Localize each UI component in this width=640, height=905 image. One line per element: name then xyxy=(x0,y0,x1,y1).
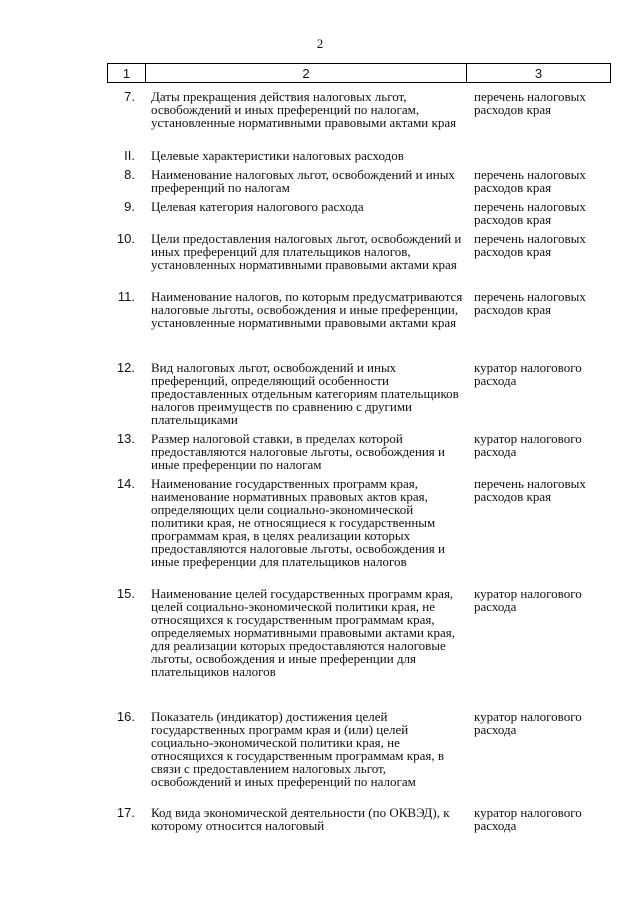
column-header-2: 2 xyxy=(146,64,467,82)
row-description: Наименование налогов, по которым предусматриваются налоговые льготы, освобождения и иные преференции, установленные нормативными правовыми актами края xyxy=(151,289,463,330)
row-description: Наименование государственных программ края, наименование нормативных правовых актов края, определяющих цели социально-экономической политики края, не относящиеся к государственным программам края, в целях реализации которых предоставляются налоговые льготы, освобождения и иные преференции для плательщиков налогов xyxy=(151,476,445,569)
row-description: Цели предоставления налоговых льгот, освобождений и иных преференций для плательщиков налогов, установленных нормативными правовыми актами края xyxy=(151,231,462,272)
row-source: перечень налоговых расходов края xyxy=(474,199,586,227)
row-description: Целевая категория налогового расхода xyxy=(151,199,364,214)
row-number: 14. xyxy=(116,476,135,491)
row-source: перечень налоговых расходов края xyxy=(474,289,586,317)
row-source: перечень налоговых расходов края xyxy=(474,231,586,259)
row-number: 15. xyxy=(116,586,135,601)
row-number: 16. xyxy=(116,709,135,724)
row-source: перечень налоговых расходов края xyxy=(474,476,586,504)
row-source: куратор налогового расхода xyxy=(474,431,582,459)
row-source: куратор налогового расхода xyxy=(474,586,582,614)
row-description: Целевые характеристики налоговых расходов xyxy=(151,148,404,163)
table-header-row xyxy=(107,63,611,83)
row-description: Наименование целей государственных программ края, целей социально-экономической политики края, не относящихся к государственным программам края, определяемых нормативными правовыми актами края, для реализации которых предоставляются налоговые льготы, освобождения и иные преференции для плательщиков налогов xyxy=(151,586,455,679)
row-description: Код вида экономической деятельности (по ОКВЭД), к которому относится налоговый xyxy=(151,805,450,833)
row-source: куратор налогового расхода xyxy=(474,805,582,833)
column-header-1: 1 xyxy=(108,64,146,82)
row-number: 9. xyxy=(124,199,135,214)
row-source: перечень налоговых расходов края xyxy=(474,167,586,195)
row-description: Показатель (индикатор) достижения целей государственных программ края и (или) целей социально-экономической политики края, не относящихся к государственным программам края, в связи с предоставлением налоговых льгот, освобождений и иных преференций по налогам xyxy=(151,709,444,789)
row-source: перечень налоговых расходов края xyxy=(474,89,586,117)
row-description: Размер налоговой ставки, в пределах которой предоставляются налоговые льготы, освобождения и иные преференции по налогам xyxy=(151,431,445,472)
row-number: 12. xyxy=(116,360,135,375)
row-number: 8. xyxy=(124,167,135,182)
row-number: II. xyxy=(124,148,135,163)
page-number: 2 xyxy=(316,36,324,51)
row-description: Наименование налоговых льгот, освобождений и иных преференций по налогам xyxy=(151,167,455,195)
row-number: 11. xyxy=(117,289,135,304)
row-description: Даты прекращения действия налоговых льгот, освобождений и иных преференций по налогам, установленные нормативными правовыми актами края xyxy=(151,89,457,130)
row-number: 10. xyxy=(116,231,135,246)
row-number: 7. xyxy=(124,89,135,104)
row-description: Вид налоговых льгот, освобождений и иных преференций, определяющий особенности предоставленных отдельным категориям плательщиков налогов преимуществ по сравнению с другими плательщиками xyxy=(151,360,459,427)
row-source: куратор налогового расхода xyxy=(474,360,582,388)
row-source: куратор налогового расхода xyxy=(474,709,582,737)
row-number: 17. xyxy=(116,805,135,820)
row-number: 13. xyxy=(116,431,135,446)
column-header-3: 3 xyxy=(534,65,543,81)
